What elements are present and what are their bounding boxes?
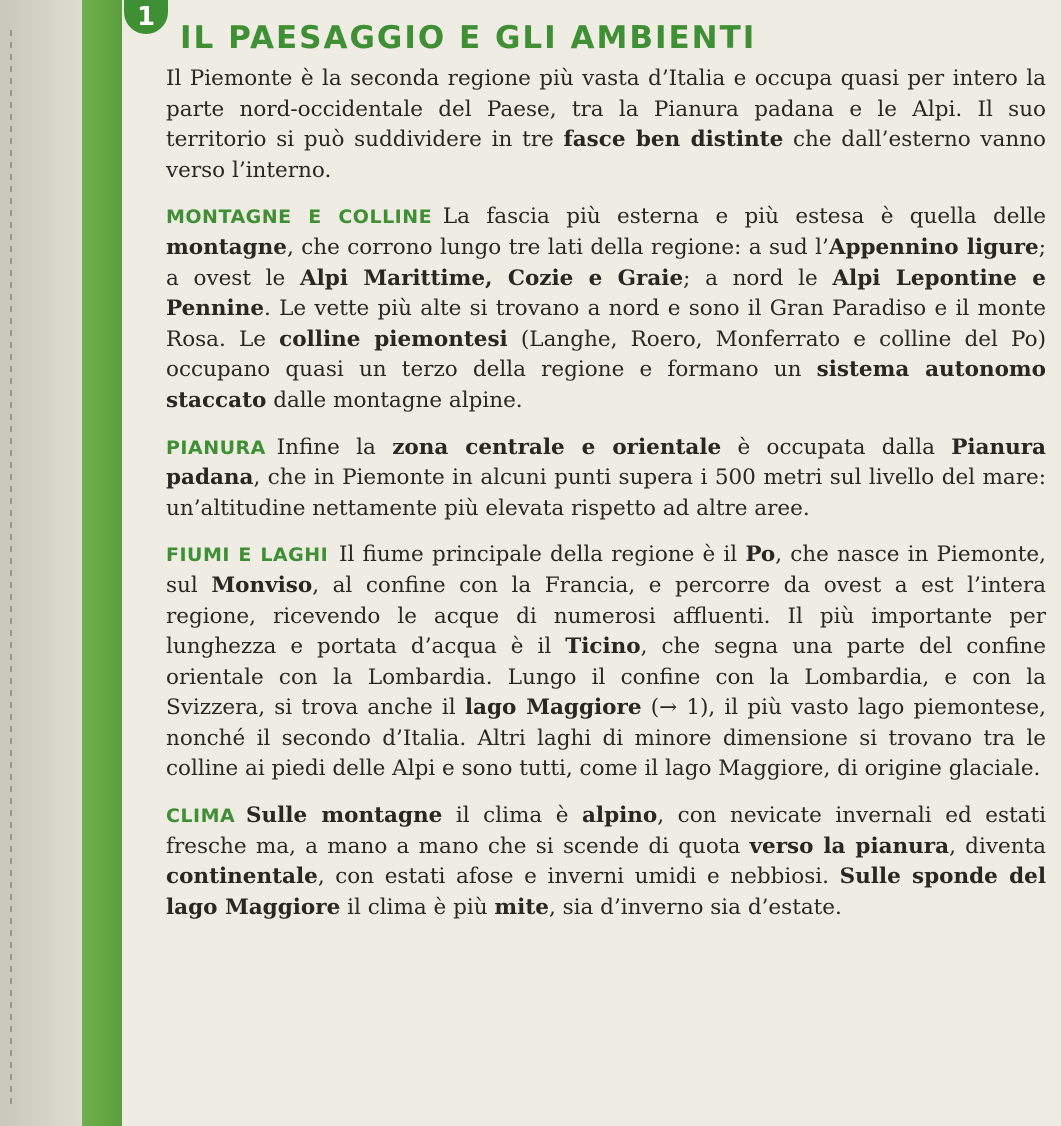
paragraph [166,433,1046,525]
text: , sia d’inverno sia d’estate. [548,894,842,920]
paragraph-heading: PIANURA [166,436,266,459]
bold-text: Ticino [565,634,641,660]
section-number: 1 [136,2,156,32]
paragraph-heading: FIUMI E LAGHI [166,544,329,567]
bold-text: continentale [166,864,318,890]
bold-text: Po [745,542,776,568]
article-body [166,64,1046,939]
text: ; a ovest le [166,234,1046,291]
bold-text: montagne [166,234,287,260]
paragraph [166,64,1046,186]
text: , con nevicate invernali ed estati fresche ma, a mano a mano che si scende di quota [166,803,1047,859]
bold-text: Alpi Marittime, Cozie e Graie [299,265,684,291]
text: (Langhe, Roero, Monferrato e colline del Po) occupano quasi un terzo della regione e formano un [166,326,1046,383]
text: il clima è più [340,894,495,920]
bold-text: Alpi Lepontine e Pennine [166,265,1046,322]
section-title: IL PAESAGGIO E GLI AMBIENTI [180,20,757,56]
text: , che nasce in Piemonte, sul [166,542,1046,598]
text: La fascia più esterna e più estesa è quella delle [442,204,1046,230]
bold-text: Monviso [211,572,313,598]
text: ; a nord le [683,265,833,291]
green-margin-band [82,0,122,1126]
text: , che corrono lungo tre lati della regione: a sud l’ [286,234,829,260]
text: , diventa [949,833,1046,859]
paragraph [166,540,1046,785]
text: , che in Piemonte in alcuni punti supera i 500 metri sul livello del mare: un’altitudine nettamente più elevata rispetto ad altre aree. [166,465,1046,521]
bold-text: verso la pianura [749,833,950,859]
text: Il Piemonte è la seconda regione più vasta d’Italia e occupa quasi per intero la parte nord-occidentale del Paese, tra la Pianura padana e le Alpi. Il suo territorio si può suddividere in tre [166,66,1046,153]
bold-text: mite [494,894,549,920]
bold-text: sistema autonomo staccato [166,357,1046,413]
text: . Le vette più alte si trovano a nord e sono il Gran Paradiso e il monte Rosa. Le [166,296,1046,352]
text: dalle montagne alpine. [266,387,523,413]
text: che dall’esterno vanno verso l’interno. [166,127,1046,183]
bold-text: Pianura padana [166,434,1046,491]
bold-text: lago Maggiore [464,695,642,721]
text: è occupata dalla [721,434,952,460]
bold-text: zona centrale e orientale [392,434,722,460]
paragraph-heading: MONTAGNE E COLLINE [166,206,433,229]
bold-text: fasce ben distinte [563,127,784,153]
bold-text: alpino [581,803,658,829]
text: (→ 1), il più vasto lago piemontese, nonché il secondo d’Italia. Altri laghi di minore dimensione si trovano tra le colline ai piedi delle Alpi e sono tutti, come il lago Maggiore, di origine glaciale. [166,695,1046,782]
text: Il fiume principale della regione è il [338,542,746,568]
text: Infine la [276,434,393,460]
text: il clima è [442,803,582,829]
bold-text: Sulle montagne [245,803,443,829]
text: , che segna una parte del confine orientale con la Lombardia. Lungo il confine con la Lombardia, e con la Svizzera, si trova anche il [166,634,1046,721]
bold-text: Appennino ligure [828,234,1039,260]
paragraph [166,801,1046,923]
text: , al confine con la Francia, e percorre da ovest a est l’intera regione, ricevendo le acque di numerosi affluenti. Il più importante per lunghezza e portata d’acqua è il [166,572,1046,660]
bold-text: colline piemontesi [279,326,508,352]
text: , con estati afose e inverni umidi e nebbiosi. [317,864,840,890]
paragraph [166,202,1046,416]
bold-text: Sulle sponde del lago Maggiore [166,864,1046,920]
paragraph-heading: CLIMA [166,805,236,828]
fold-dashed-line [10,30,12,1110]
